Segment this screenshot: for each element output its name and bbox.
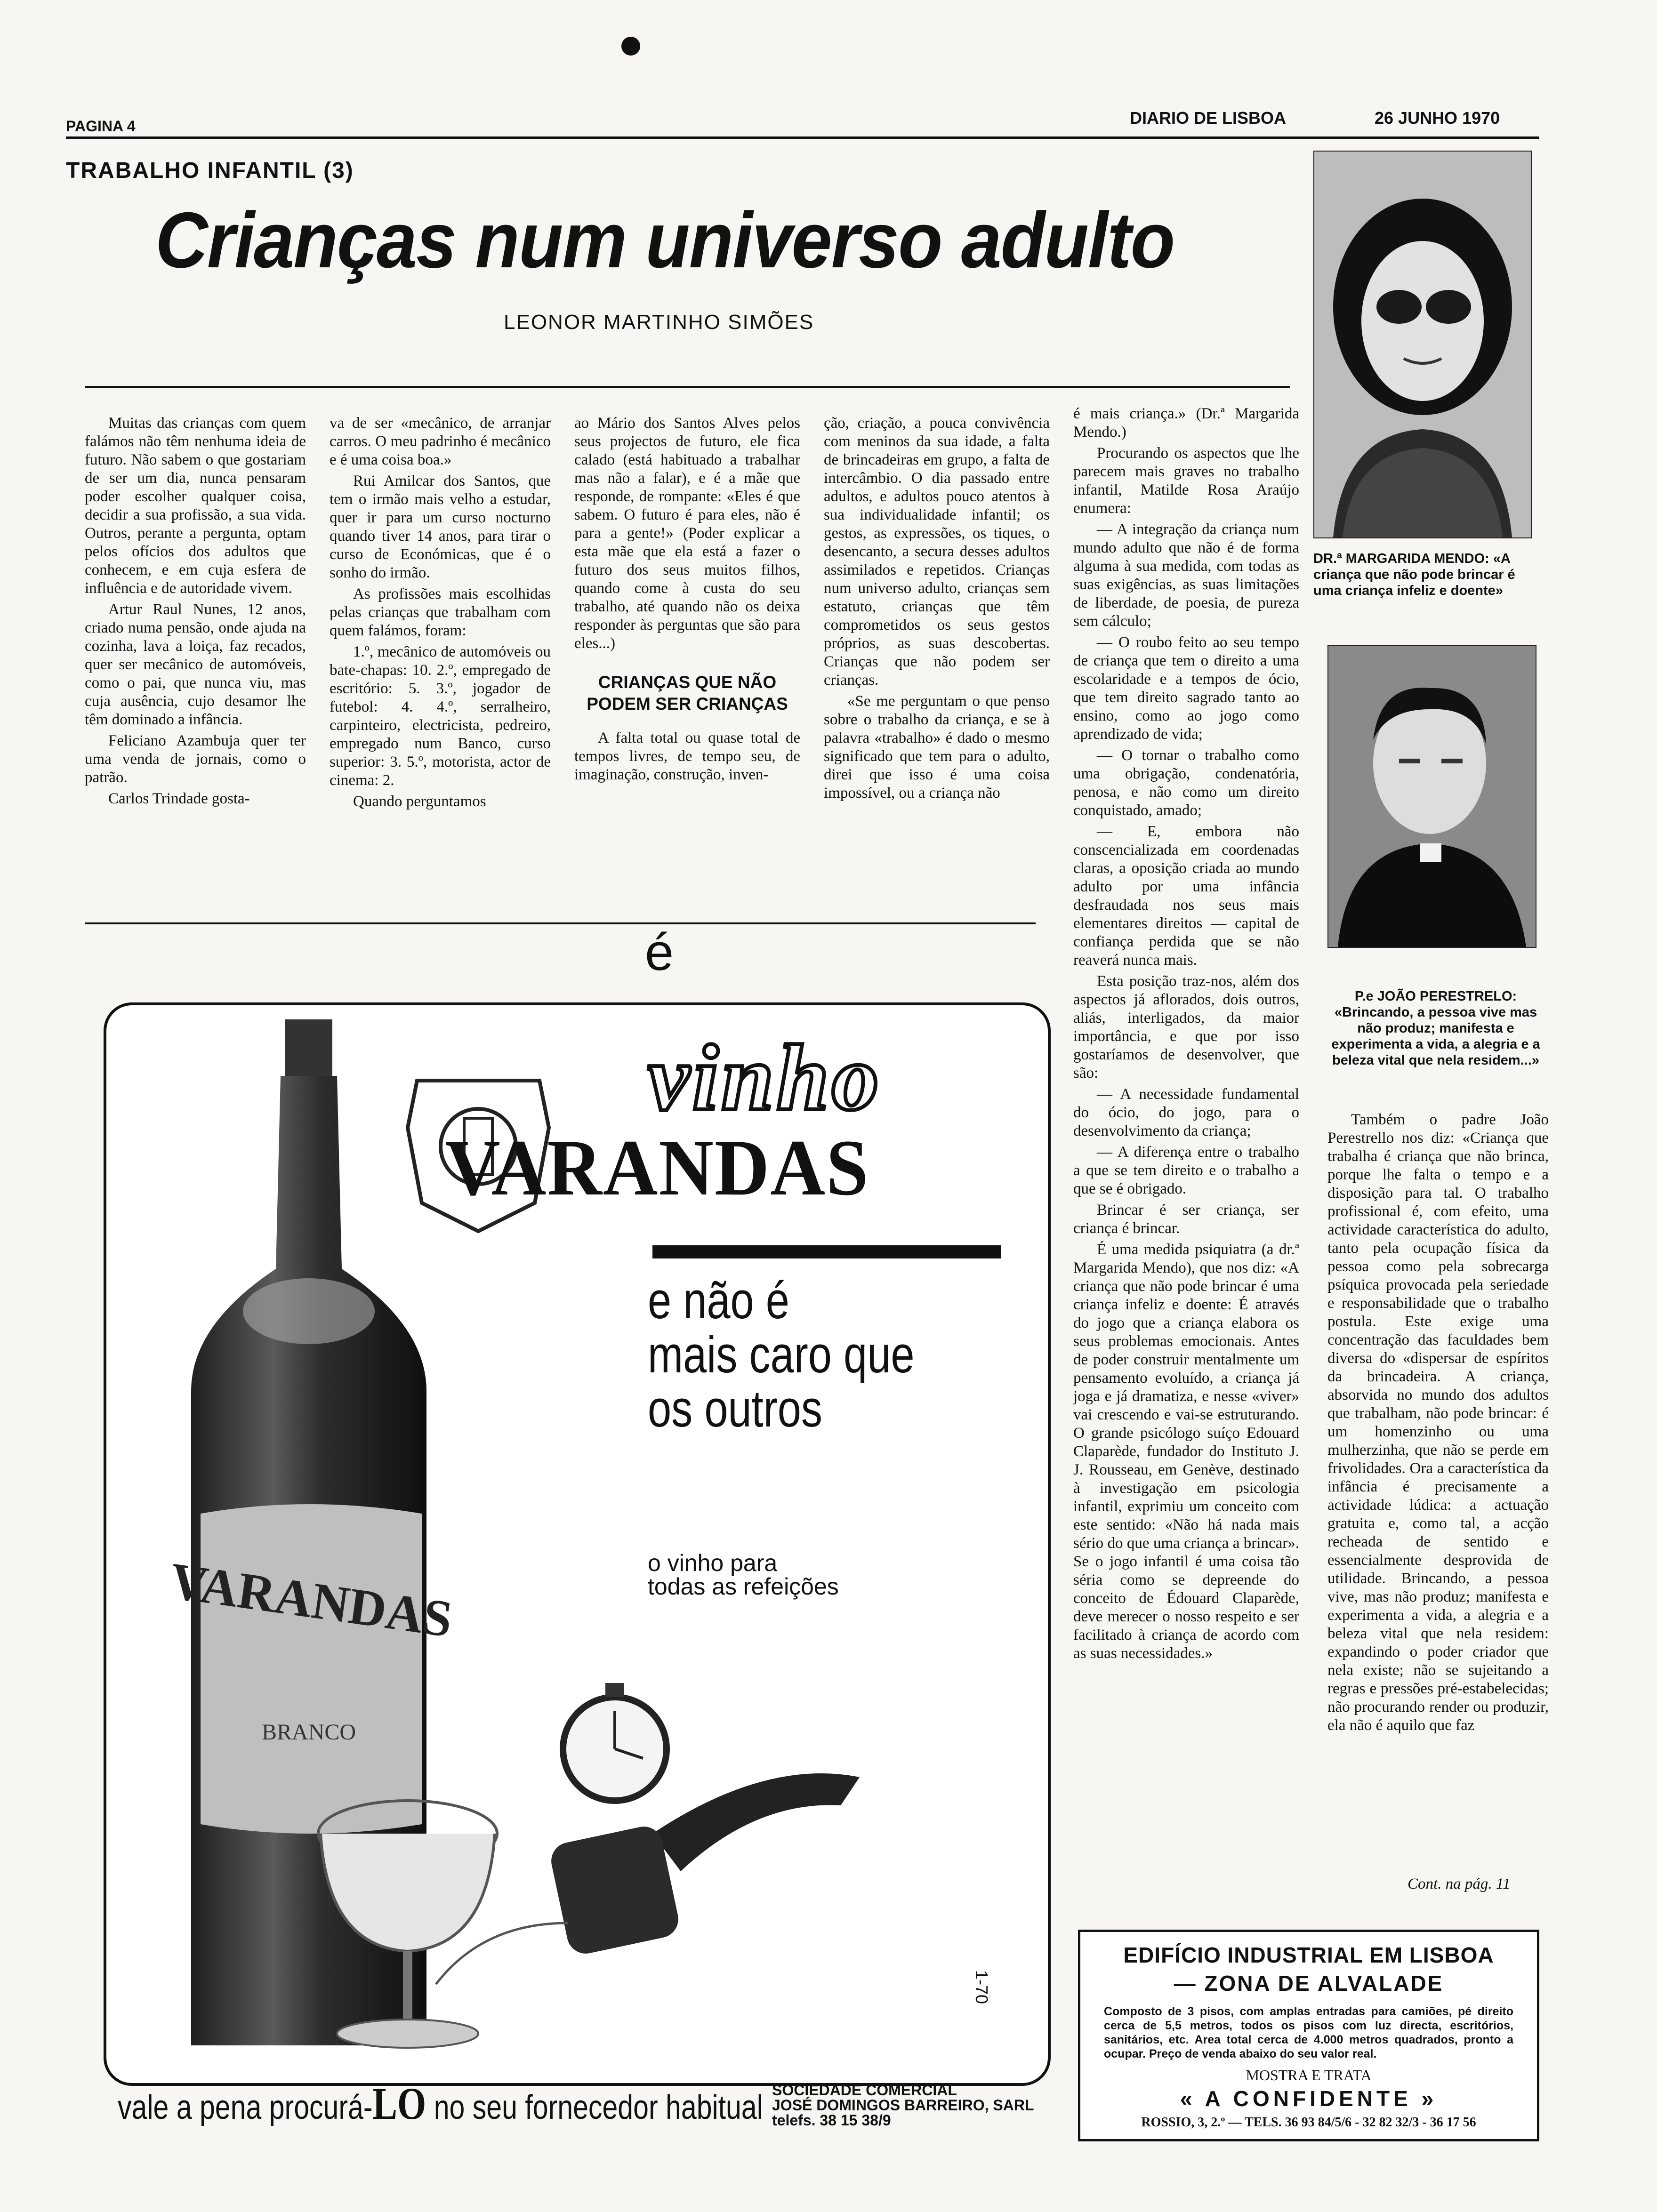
- article-column-6: [1327, 1111, 1549, 1835]
- punch-hole: [621, 37, 640, 56]
- paragraph: 1.º, mecânico de automóveis ou bate-chapas: 10. 2.º, empregado de escritório: 5. 3.º, jogador de futebol: 4. 4.º, serralheiro, carpinteiro, electricista, pedreiro, empregado num Banco, curso superior: 3. 5.º, motorista, actor de cinema: 2.: [330, 643, 551, 789]
- article-column-5: [1073, 405, 1299, 1939]
- ad-divider-bar: [652, 1245, 1001, 1258]
- subheading: CRIANÇAS QUE NÃO PODEM SER CRIANÇAS: [587, 673, 788, 713]
- continuation-note: Cont. na pág. 11: [1408, 1875, 1511, 1892]
- company-line: SOCIEDADE COMERCIAL: [772, 2082, 957, 2099]
- column-divider: [85, 922, 1036, 924]
- caption-name: P.e JOÃO PERESTRELO:: [1354, 989, 1517, 1004]
- building-classified-ad: [1078, 1930, 1539, 2141]
- footer-left-text: vale a pena procurá-: [118, 2089, 373, 2126]
- company-line: telefs. 38 15 38/9: [772, 2112, 891, 2129]
- tagline-line: mais caro que: [648, 1326, 915, 1384]
- paragraph: va de ser «mecânico, de arranjar carros. O meu padrinho é mecânico e é uma coisa boa.»: [330, 415, 551, 468]
- caption-quote: «A criança que não pode brincar é uma criança infeliz e doente»: [1313, 551, 1515, 598]
- paragraph: é mais criança.» (Dr.ª Margarida Mendo.): [1073, 405, 1299, 441]
- tagline-line: os outros: [648, 1380, 823, 1438]
- ad-tagline: [648, 1274, 915, 1436]
- ad-address: ROSSIO, 3, 2.º — TELS. 36 93 84/5/6 - 32 82 32/3 - 36 17 56: [1141, 2115, 1476, 2130]
- paragraph: «Se me perguntam o que penso sobre o trabalho da criança, e se à palavra «trabalho» é dado o mesmo significado que tem para o adulto, direi que isso é uma coisa impossível, ou a criança não: [824, 693, 1050, 801]
- ad-brand-name: VARANDAS: [445, 1123, 869, 1212]
- section-label: TRABALHO INFANTIL (3): [66, 158, 354, 183]
- slogan-line: o vinho para: [648, 1550, 778, 1576]
- ad-body: Composto de 3 pisos, com amplas entradas para camiões, pé direito cerca de 5,5 metros, todos os pisos com luz directa, escritórios, sanitários, etc. Area total cerca de 4.000 metros quadrados, pronto a ocupar. Preço de venda abaixo do seu valor real.: [1104, 2005, 1513, 2060]
- paragraph: Artur Raul Nunes, 12 anos, criado numa pensão, onde ajuda na cozinha, lava a loiça, faz recados, quer ser mecânico de automóveis, como o pai, que nunca viu, mas cuja ausência, cujo desamor lhe têm dominado a infância.: [85, 601, 306, 728]
- header-rule: [66, 136, 1539, 139]
- photo-caption-1: [1313, 551, 1539, 599]
- paragraph: Muitas das crianças com quem falámos não têm nenhuma ideia de futuro. Não sabem o que gostariam de ser um dia, nunca pensaram poder escolher qualquer coisa, decidir a sua profissão, a sua vida. Outros, perante a pergunta, optam pelos ofícios dos adultos que conhecem, e em cuja esfera de influência e de autoridade vivem.: [85, 415, 306, 597]
- article-column-4: [824, 414, 1050, 913]
- cork-icon: [548, 1823, 682, 1957]
- paragraph: Esta posição traz-nos, além dos aspectos já aflorados, dois outros, aliás, interligados, da maior importância, e que por isso gostaríamos de desenvolver, que são:: [1073, 973, 1299, 1082]
- issue-date: 26 JUNHO 1970: [1375, 108, 1500, 128]
- paragraph: — A integração da criança num mundo adulto que não é de forma alguma à sua medida, com todas as suas exigências, as suas limitações de liberdade, de poesia, de pureza sem cálculo;: [1073, 521, 1299, 630]
- paragraph: Quando perguntamos: [353, 793, 486, 810]
- ad-company: [772, 2083, 1034, 2128]
- paragraph: Rui Amilcar dos Santos, que tem o irmão mais velho a estudar, quer ir para um curso nocturno quando tiver 14 anos, para tirar o curso de Económicas, que é o sonho do irmão.: [330, 473, 551, 581]
- paragraph: — O tornar o trabalho como uma obrigação, condenatória, penosa, e não como um direito conquistado, amado;: [1073, 747, 1299, 819]
- ad-code: 1-70: [972, 1970, 991, 2004]
- wine-advertisement: [104, 1002, 1051, 2086]
- tagline-line: e não é: [648, 1272, 789, 1330]
- paragraph: — A diferença entre o trabalho a que se tem direito e o trabalho a que se é obrigado.: [1073, 1144, 1299, 1197]
- footer-lo: LO: [372, 2078, 426, 2129]
- ad-top-letter: é: [645, 923, 674, 981]
- portrait-photo-joao-perestrelo: [1327, 645, 1536, 948]
- paragraph: — E, embora não conscencializada em coordenadas claras, a oposição criada ao mundo adulto por uma infância desfraudada nos seus mais elementares direitos — capital de confiança perdida que se não reaverá nunca mais.: [1073, 823, 1299, 969]
- pipe-icon: [652, 1773, 860, 1871]
- ad-title: EDIFÍCIO INDUSTRIAL EM LISBOA: [1123, 1943, 1494, 1967]
- ad-footer: [118, 2078, 763, 2129]
- company-line: JOSÉ DOMINGOS BARREIRO, SARL: [772, 2097, 1034, 2114]
- paragraph: Carlos Trindade gosta-: [108, 790, 250, 807]
- woman-portrait-icon: [1314, 152, 1531, 537]
- footer-right-text: no seu fornecedor habitual: [434, 2089, 763, 2126]
- paragraph: Também o padre João Perestrello nos diz: «Criança que trabalha é criança que não brinca, porque lhe falta o tempo e a disposição para tal. O trabalho profissional é, com efeito, uma actividade característica do adulto, tanto pela ocupação física da pessoa como pela sobrecarga psíquica provocada pela seriedade e responsabilidade que o trabalho postula. Este exige uma concentração das faculdades bem diversa do «dispersar de espíritos da brincadeira. A criança, absorvida no mundo dos adultos que trabalham, não pode brincar: é um homenzinho ou uma mulherzinha, que não se perde em frivolidades. Ora a característica da infância é precisamente a actividade lúdica: a actuação gratuita e, como tal, a acção recheada de sentido e essencialmente desprovida de utilidade. Brincando, a pessoa vive, mas não produz; manifesta e experimenta a vida, a alegria e a beleza vital que nela residem: expandindo o poder criador que nela existe; não se sujeitando a regras e pressões pré-estabelecidas; não procurando render ou produzir, ela não é aquilo que faz: [1327, 1111, 1549, 1734]
- slogan-line: todas as refeições: [648, 1573, 839, 1600]
- man-portrait-icon: [1328, 646, 1536, 947]
- article-column-1: [85, 414, 306, 913]
- paragraph: ao Mário dos Santos Alves pelos seus projectos de futuro, ele fica calado (está habituado a trabalhar mas não a falar), e é a mãe que responde, de rompante: «Eles é que sabem. O futuro é para eles, não é para a gente!» (Poder explicar a esta mãe que ela está a fazer o futuro dos seus muitos filhos, quando come à custa do seu trabalho, até quando não os deixa responder às perguntas que são para eles...): [574, 415, 800, 652]
- ad-agency: « A CONFIDENTE »: [1180, 2086, 1438, 2111]
- caption-quote: «Brincando, a pessoa vive mas não produz; manifesta e experimenta a vida, a alegria e a beleza vital que nela residem...»: [1331, 1005, 1540, 1068]
- headline: Crianças num universo adulto: [155, 196, 1174, 284]
- paragraph: É uma medida psiquiatra (a dr.ª Margarida Mendo), que nos diz: «A criança que não pode brincar é uma criança infeliz e doente: É através do jogo que a criança elabora os seus problemas emocionais. Antes de poder construir mentalmente um pensamento evoluído, a criança já joga e já dramatiza, e nesse «viver» vai crescendo e vai-se estruturando. O grande psicólogo suíço Edouard Claparède, fundador do Instituto J. J. Rousseau, em Genève, destinado à investigação em psicologia infantil, exprimiu um conceito com este sentido: «Não há nada mais sério do que uma criança a brincar». Se o jogo infantil é uma coisa tão séria como se depreende do conceito de Édouard Claparède, deve merecer o nosso respeito e ser facilitado à criança de acordo com as suas necessidades.»: [1073, 1241, 1299, 1662]
- ad-mostra: MOSTRA E TRATA: [1246, 2067, 1372, 2084]
- paragraph: Feliciano Azambuja quer ter uma venda de jornais, como o patrão.: [85, 732, 306, 786]
- paragraph: As profissões mais escolhidas pelas crianças que trabalham com quem falámos, foram:: [330, 585, 551, 639]
- headline-rule: [85, 386, 1290, 388]
- ad-slogan: [648, 1551, 839, 1598]
- page-label: PAGINA 4: [66, 118, 136, 135]
- paragraph: — O roubo feito ao seu tempo de criança que tem o direito a uma escolaridade e a tempos de ócio, que tem direito sagrado tanto ao ensino, como ao jogo como aprendizado de vida;: [1073, 634, 1299, 743]
- bottle-label-sub: BRANCO: [261, 1720, 356, 1745]
- photo-caption-2: [1327, 988, 1544, 1068]
- byline: LEONOR MARTINHO SIMÕES: [504, 311, 814, 334]
- portrait-photo-margarida-mendo: [1313, 151, 1532, 538]
- paragraph: Brincar é ser criança, ser criança é brincar.: [1073, 1202, 1299, 1237]
- ad-subtitle: — ZONA DE ALVALADE: [1174, 1971, 1444, 1996]
- bottle-label-text: VARANDAS: [167, 1551, 456, 1648]
- paragraph: ção, criação, a pouca convivência com meninos da sua idade, a falta de brincadeiras em grupo, a falta de intercâmbio. O dia passado entre adultos, e adultos pouco atentos à sua individualidade infantil; os gestos, as expressões, os tiques, o desencanto, a secura desses adultos assimilados e repetidos. Crianças num universo adulto, crianças sem estatuto, crianças que têm comprometidos os seus gestos próprios, as suas descobertas. Crianças que não podem ser crianças.: [824, 415, 1050, 689]
- paragraph: A falta total ou quase total de tempos livres, de tempo seu, de imaginação, construção, inven-: [574, 729, 800, 783]
- paragraph: — A necessidade fundamental do ócio, do jogo, para o desenvolvimento da criança;: [1073, 1086, 1299, 1139]
- paragraph: Procurando os aspectos que lhe parecem mais graves no trabalho infantil, Matilde Rosa Araújo enumera:: [1073, 445, 1299, 517]
- article-column-2: [330, 414, 551, 913]
- caption-name: DR.ª MARGARIDA MENDO:: [1313, 551, 1489, 566]
- article-column-3: [574, 414, 800, 913]
- ad-brand-script: vinho: [648, 1026, 882, 1130]
- publication-name: DIARIO DE LISBOA: [1130, 108, 1287, 128]
